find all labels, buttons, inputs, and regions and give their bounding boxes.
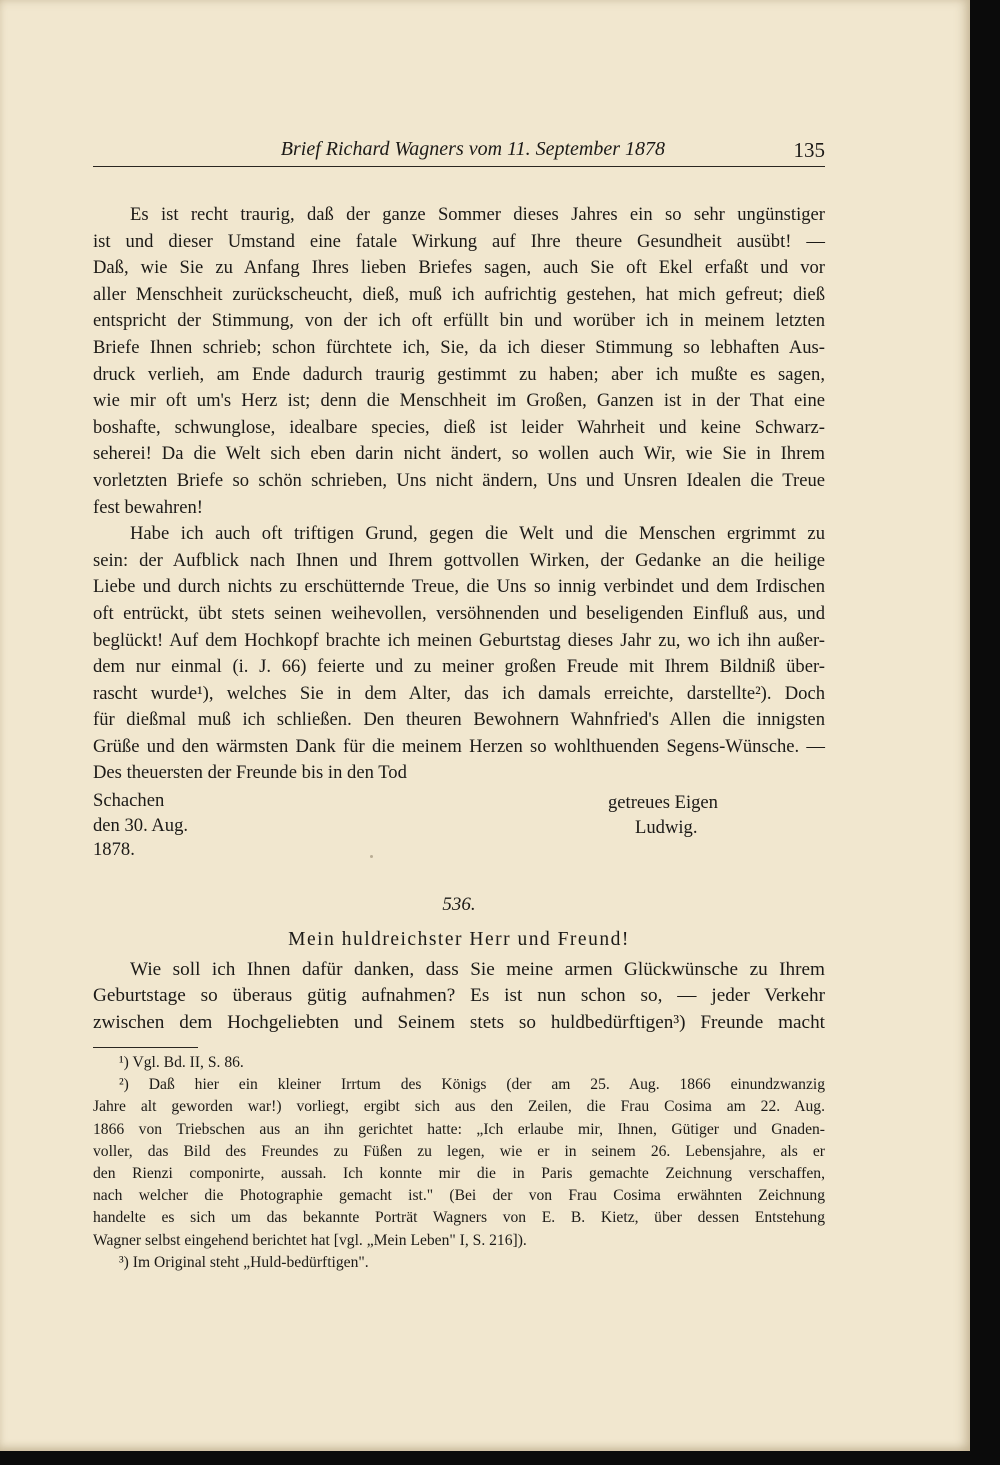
- salutation: Mein huldreichster Herr und Freund!: [288, 929, 630, 950]
- letter-number: 536.: [442, 894, 476, 915]
- body-line: wie mir oft um's Herz ist; denn die Menschheit im Großen, Ganzen ist in der That eine: [93, 390, 825, 412]
- letter-body: [93, 202, 825, 787]
- signature-closing: getreues Eigen: [608, 792, 718, 813]
- footnote-line: Wagner selbst eingehend berichtet hat [vgl. „Mein Leben" I, S. 216]).: [93, 1231, 527, 1249]
- body-line: Es ist recht traurig, daß der ganze Sommer dieses Jahres ein so sehr ungünstiger: [130, 204, 825, 225]
- footnote-line: 1866 von Triebschen aus an ihn gerichtet hatte: „Ich erlaube mir, Ihnen, Gütiger und Gnaden-: [93, 1120, 825, 1138]
- header-title: Brief Richard Wagners vom 11. September 1878: [280, 138, 665, 160]
- footnote-rule: [93, 1047, 198, 1048]
- body-line: aller Menschheit zurückscheucht, dieß, muß ich aufrichtig gestehen, hat mich gefreut; dieß: [93, 283, 825, 305]
- body-line: oft entrückt, übt stets seinen weihevollen, versöhnenden und beseligenden Einfluß aus, und: [93, 602, 825, 624]
- paper-speck: [370, 855, 373, 858]
- body-line: beglückt! Auf dem Hochkopf brachte ich meinen Geburtstag dieses Jahr zu, wo ich ihn außer-: [93, 629, 825, 651]
- footnote-line: ¹) Vgl. Bd. II, S. 86.: [119, 1054, 244, 1071]
- footnote-line: Jahre alt geworden war!) vorliegt, ergibt sich aus den Zeilen, die Frau Cosima am 22. Aug.: [93, 1098, 825, 1116]
- signature-place-date: [93, 789, 188, 863]
- body-line: sein: der Aufblick nach Ihnen und Ihrem gottvollen Wirken, der Gedanke an die heilige: [93, 549, 825, 571]
- footnote-line: den Rienzi componirte, aussah. Ich konnte mir die in Paris gemachte Zeichnung verschaffen,: [93, 1164, 825, 1182]
- footnote-line: ³) Im Original steht „Huld-bedürftigen".: [119, 1253, 369, 1271]
- body-line: Des theuersten der Freunde bis in den Tod: [93, 762, 407, 784]
- footnotes: [93, 1052, 825, 1274]
- footnote-line: ²) Daß hier ein kleiner Irrtum des Königs (der am 25. Aug. 1866 einundzwanzig: [119, 1076, 825, 1094]
- body-line: Habe ich auch oft triftigen Grund, gegen die Welt und die Menschen ergrimmt zu: [130, 523, 825, 545]
- signature-place: Schachen: [93, 790, 165, 811]
- footnote-line: handelte es sich um das bekannte Porträt Wagners von E. B. Kietz, über dessen Entstehung: [93, 1209, 825, 1227]
- body-line: fest bewahren!: [93, 496, 203, 518]
- body-line: seherei! Da die Welt sich eben darin nicht ändert, so wollen auch Wir, wie Sie in Ihrem: [93, 443, 825, 465]
- header-rule: [93, 166, 825, 167]
- signature-block: [608, 791, 718, 840]
- footnote-line: nach welcher die Photographie gemacht ist." (Bei der von Frau Cosima erwähnten Zeichnung: [93, 1187, 825, 1205]
- footnote-line: voller, das Bild des Freundes zu Füßen zu legen, wie er in seinem 26. Lebensjahre, als er: [93, 1142, 825, 1160]
- body-line: entspricht der Stimmung, von der ich oft erfüllt bin und worüber ich in meinem letzten: [93, 310, 825, 332]
- letter2-line: zwischen dem Hochgeliebten und Seinem stets so huldbedürftigen³) Freunde macht: [93, 1011, 825, 1033]
- body-line: Briefe Ihnen schrieb; schon fürchtete ich, Sie, da ich dieser Stimmung so lebhaften Aus-: [93, 336, 825, 358]
- signature-name: Ludwig.: [635, 816, 698, 838]
- signature-date: den 30. Aug.: [93, 814, 189, 836]
- body-line: ist und dieser Umstand eine fatale Wirkung auf Ihre theure Gesundheit ausübt! —: [93, 230, 825, 252]
- body-line: boshafte, schwunglose, idealbare species, dieß ist leider Wahrheit und keine Schwarz-: [93, 416, 825, 438]
- body-line: vorletzten Briefe so schön schrieben, Uns nicht ändern, Uns und Unsren Idealen die Treue: [93, 469, 825, 491]
- body-line: Daß, wie Sie zu Anfang Ihres lieben Briefes sagen, auch Sie oft Ekel erfaßt und vor: [93, 257, 825, 279]
- page-number: 135: [793, 138, 825, 162]
- body-line: Grüße und den wärmsten Dank für die meinem Herzen so wohlthuenden Segens-Wünsche. —: [93, 735, 825, 757]
- letter2-line: Wie soll ich Ihnen dafür danken, dass Sie meine armen Glückwünsche zu Ihrem: [130, 959, 825, 980]
- signature-year: 1878.: [93, 839, 135, 860]
- body-line: dem nur einmal (i. J. 66) feierte und zu meiner großen Freude mit Ihrem Bildniß über-: [93, 656, 825, 678]
- letter2-body: [93, 957, 825, 1036]
- body-line: für dießmal muß ich schließen. Den theuren Bewohnern Wahnfried's Allen die innigsten: [93, 709, 825, 731]
- body-line: rascht wurde¹), welches Sie in dem Alter, das ich damals erreichte, darstellte²). Doch: [93, 682, 825, 704]
- body-line: Liebe und durch nichts zu erschütternde Treue, die Uns so innig verbindet und dem Irdischen: [93, 576, 825, 598]
- body-line: druck verlieh, am Ende dadurch traurig gestimmt zu haben; aber ich mußte es sagen,: [93, 363, 825, 385]
- letter2-line: Geburtstage so überaus gütig aufnahmen? Es ist nun schon so, — jeder Verkehr: [93, 985, 825, 1007]
